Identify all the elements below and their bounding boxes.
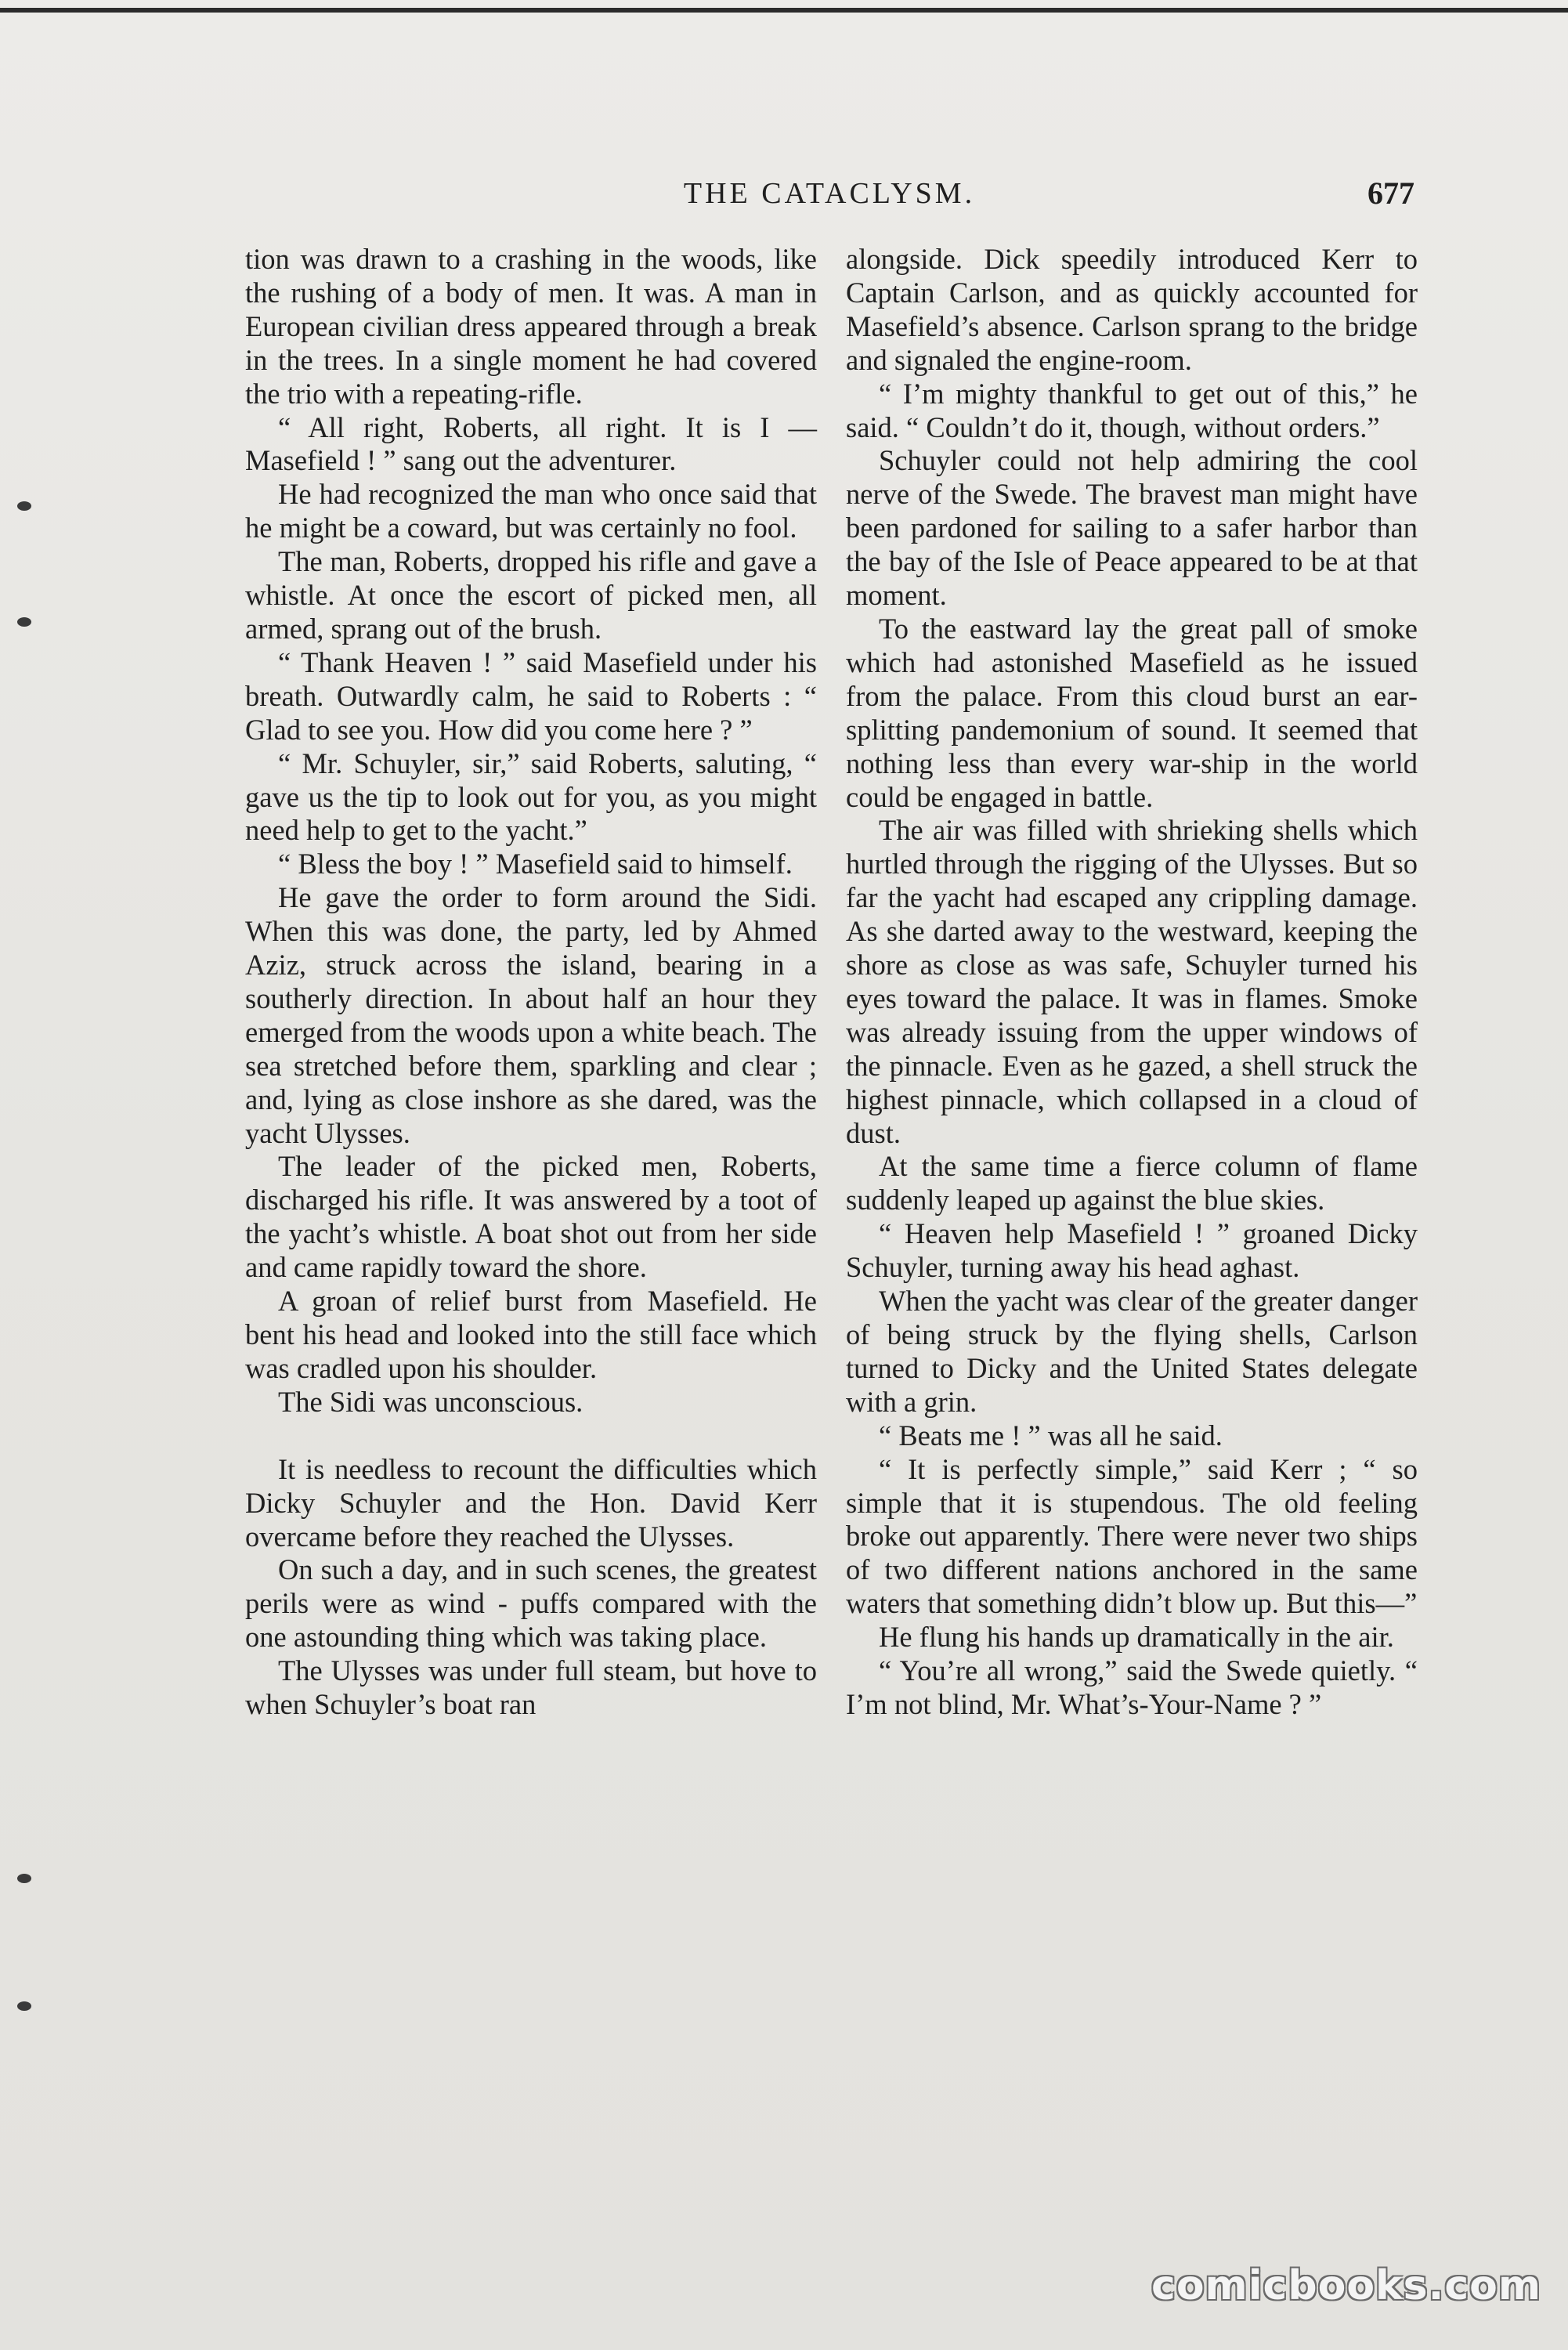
- paragraph: tion was drawn to a crashing in the woods, like the rushing of a body of men. It was. A man in European civilian dress appeared through a break in the trees. In a single moment he had covered the trio with a repeating-rifle.: [245, 243, 817, 410]
- paragraph: “ I’m mighty thankful to get out of this,” he said. “ Couldn’t do it, though, without orders.”: [846, 377, 1418, 443]
- paragraph: The leader of the picked men, Roberts, discharged his rifle. It was answered by a toot of the yacht’s whistle. A boat shot out from her side and came rapidly toward the shore.: [245, 1150, 817, 1284]
- paragraph: He flung his hands up dramatically in the air.: [879, 1621, 1394, 1654]
- paragraph: “ Thank Heaven ! ” said Masefield under his breath. Outwardly calm, he said to Roberts : “ Glad to see you. How did you come here ? ”: [245, 645, 817, 746]
- page-top-edge: [0, 8, 1568, 13]
- binding-hole-mark: [17, 2001, 31, 2011]
- paragraph: “ All right, Roberts, all right. It is I — Masefield ! ” sang out the adventurer.: [245, 410, 817, 477]
- binding-hole-mark: [17, 501, 31, 511]
- binding-hole-mark: [17, 617, 31, 627]
- binding-hole-mark: [17, 1874, 31, 1883]
- paragraph: He gave the order to form around the Sidi. When this was done, the party, led by Ahmed Aziz, struck across the island, bearing in a southerly direction. In about half an hour they emerged from the woods upon a white beach. The sea stretched before them, sparkling and clear ; and, lying as close inshore as she dared, was the yacht Ulysses.: [245, 881, 817, 1149]
- paragraph: On such a day, and in such scenes, the greatest perils were as wind - puffs compared with the one astounding thing which was taking place.: [245, 1553, 817, 1654]
- paragraph: The Sidi was unconscious.: [278, 1385, 583, 1418]
- paragraph: He had recognized the man who once said that he might be a coward, but was certainly no fool.: [245, 478, 817, 544]
- paragraph: Schuyler could not help admiring the cool nerve of the Swede. The bravest man might have been pardoned for sailing to a safer harbor than the bay of the Isle of Peace appeared to be at that moment.: [846, 444, 1418, 612]
- paragraph: At the same time a fierce column of flame suddenly leaped up against the blue skies.: [846, 1150, 1418, 1217]
- paragraph: “ Beats me ! ” was all he said.: [879, 1419, 1223, 1452]
- paragraph: “ You’re all wrong,” said the Swede quietly. “ I’m not blind, Mr. What’s-Your-Name ? ”: [846, 1654, 1418, 1720]
- paragraph: “ Heaven help Masefield ! ” groaned Dicky Schuyler, turning away his head aghast.: [846, 1217, 1418, 1284]
- watermark-logo: comicbooks.com: [1151, 2262, 1542, 2309]
- running-title: THE CATACLYSM.: [683, 177, 976, 210]
- paragraph: “ It is perfectly simple,” said Kerr ; “ so simple that it is stupendous. The old feeling broke out apparently. There were never two ships of two different nations anchored in the same waters that something didn’t blow up. But this—”: [846, 1452, 1418, 1620]
- page-header: [244, 174, 1414, 213]
- paragraph: The Ulysses was under full steam, but hove to when Schuyler’s boat ran: [245, 1654, 817, 1721]
- paragraph: alongside. Dick speedily introduced Kerr to Captain Carlson, and as quickly accounted for Masefield’s absence. Carlson sprang to the bridge and signaled the engine-room.: [846, 243, 1418, 376]
- paragraph: To the eastward lay the great pall of smoke which had astonished Masefield as he issued from the palace. From this cloud burst an ear-splitting pandemonium of sound. It seemed that nothing less than every war-ship in the world could be engaged in battle.: [846, 612, 1418, 813]
- paragraph: The air was filled with shrieking shells which hurtled through the rigging of the Ulysses. But so far the yacht had escaped any crippling damage. As she darted away to the westward, keeping the shore as close as was safe, Schuyler turned his eyes toward the palace. It was in flames. Smoke was already issuing from the upper windows of the pinnacle. Even as he gazed, a shell struck the highest pinnacle, which collapsed in a cloud of dust.: [846, 814, 1418, 1149]
- paragraph: “ Mr. Schuyler, sir,” said Roberts, saluting, “ gave us the tip to look out for you, as you might need help to get to the yacht.”: [245, 747, 817, 847]
- paragraph: The man, Roberts, dropped his rifle and gave a whistle. At once the escort of picked men, all armed, sprang out of the brush.: [245, 545, 817, 645]
- left-column: [245, 243, 817, 1722]
- paragraph: When the yacht was clear of the greater danger of being struck by the flying shells, Carlson turned to Dicky and the United States delegate with a grin.: [846, 1285, 1418, 1418]
- paragraph: It is needless to recount the difficulties which Dicky Schuyler and the Hon. David Kerr overcame before they reached the Ulysses.: [245, 1452, 817, 1553]
- paragraph: A groan of relief burst from Masefield. He bent his head and looked into the still face which was cradled upon his shoulder.: [245, 1285, 817, 1384]
- page-number: 677: [1367, 175, 1414, 211]
- paragraph: “ Bless the boy ! ” Masefield said to himself.: [278, 848, 793, 880]
- right-column: [846, 243, 1418, 1722]
